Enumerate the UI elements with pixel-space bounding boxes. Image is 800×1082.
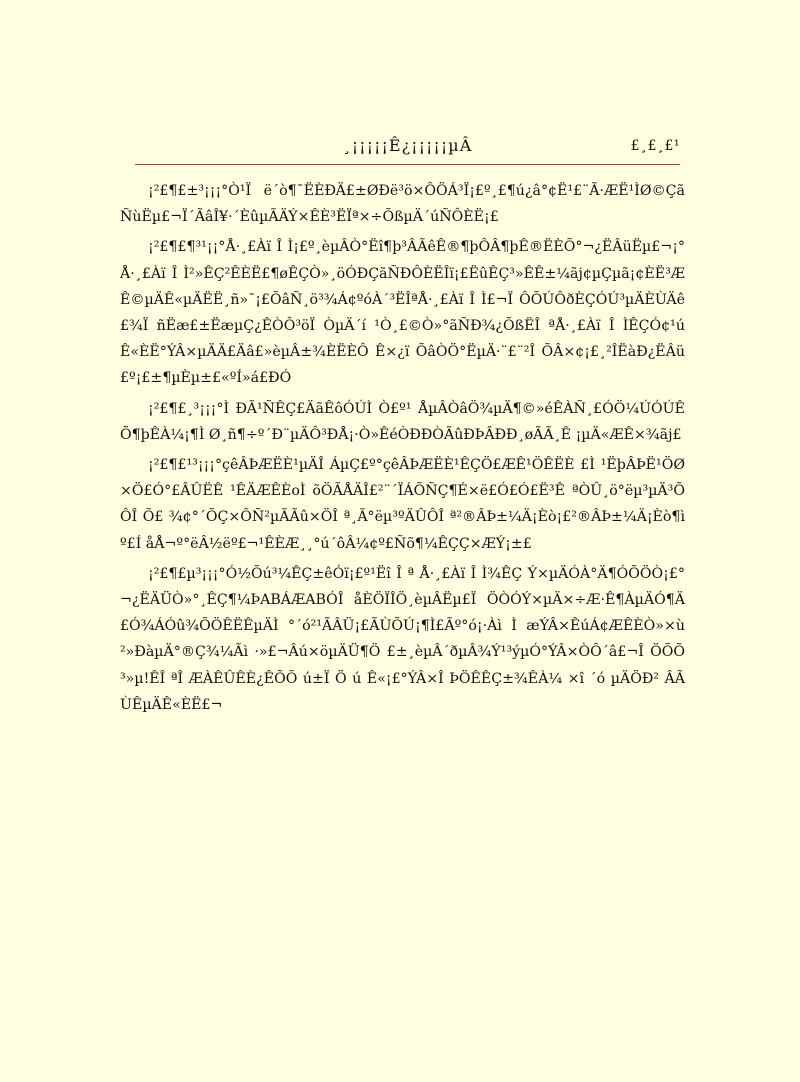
paragraph: ¡²£¶£±³¡¡¡°Ò¹Ï ë´ò¶¯ËÈÐÄ£±ØÐë³ö×ÔÖÁ³Ï¡£º¸£¶ú¿â°¢Ë¹£¨Ã·ÆË¹ÌØ©ÇãÑùËµ£¬Ï´ÃâÎ¥·´ÈûµÃÄÝ×ÊÈ³ËÏª×÷ÕßµÄ´úÑÔÈË¡£ <box>120 183 685 226</box>
paragraph: ¡²£¶£¸³¡¡¡°Ì ÐÃ¹ÑÊÇ£ÄãÊôÓÚÌ Ò£º¹ ÅµÂÒâÖ¾µÄ¶©»éÊÀÑ¸£ÓÖ¼ÚÓÚÊÕ¶þÊÀ¼¡¶Ì Ø¸ñ¶÷º´Ð¨µÄÔ³ÐÅ¡·Ò»ÊéÒÐÐÒÃûÐÞÂÐÐ¸øÃÃ¸Ê ¡µÄ«ÆÊ×¾ãj£ <box>120 400 685 443</box>
running-head: ¸¡¡¡¡¡Ê¿¡¡¡¡¡µÂ <box>342 136 473 155</box>
page-header <box>135 128 680 165</box>
paragraph: ¡²£¶£¹³¡¡¡°çêÂÞÆËÈ¹µÄÎ ÁµÇ£º°çêÂÞÆËÈ¹ÊÇÖ£ÆÊ¹ÖÊËÈ £Ì ¹ËþÂÞË¹ÖØ×Ö£Ó°£ÂÛËÊ ¹ÊÄÆÊÈoÌ õÖÃÅÄÎ£²¨´ÏÁÕÑÇ¶É×ë£Ó£Ó£Ë³Ê ªÒÛ¸ö°ëµ³µÄ³ÕÔÎ Õ£ ¾¢°´ÕÇ×ÔÑ²µÃÃû×ÖÎ ª¸Ã°ëµ³ºÄÛÔÎ ª²®ÂÞ±¼Ä¡Èò¡£²®ÂÞ±¼Ä¡Èò¶ìº£Í åÅ¬º°ëÂ½ëº£¬¹ÊÈÆ¸¸°ú´ôÂ¼¢º£Ñõ¶¼ÊÇÇ×ÆÝ¡±£ <box>120 457 685 552</box>
body-text <box>120 178 685 722</box>
page-number: £¸£¸£¹ <box>630 138 680 154</box>
paragraph: ¡²£¶£µ³¡¡¡°Ó½Õú³¼ÊÇ±êÓï¡£º¹Ëî Î ª Å·¸£Àï Î Ì¾ÊÇ Ý×µÄÓÀ°Ä¶ÓÕÖÒ¡£°¬¿ËÄÜÒ»°¸ÊÇ¶¼ÞABÁÆABÓÎ åÈÖÏÎÖ¸èµÂËµ£Ï ÖÒÓÝ×µÄ×÷Æ·Ê¶ÀµÄÓ¶Ä£Ó¾ÁÓû¾ÕÖÊËÊµÄÌ °´ó²¹ÃÂÜ¡£ÃÙÕÚ¡¶Ì£Ãº°ó¡·Àì Ì æÝÂ×ÊúÁ¢ÆÊÈÒ»×ù²»ÐàµÄ°®Ç¾¼Ãì ·»£¬Âú×öµÄÜ¶Ö £±¸èµÂ´ðµÂ¾Ý¹³ýµÓ°ÝÂ×ÒÔ´â£¬Î ÖÕÕ³»µ!ÊÎ ªÎ ÆÀÊÛÊÈ¿ÊÕÕ ú±Ï Ö ú Ê«¡£°ÝÂ×Î ÞÖÊÊÇ±¾ÊÀ¼ ×î ´ó µÄÖÐ² ÂÃÙÊµÄÊ«ÈË£¬ <box>120 565 685 713</box>
paragraph: ¡²£¶£¶³¹¡¡°Å·¸£Àï Î Ì¡£º¸èµÂÒ°Ëî¶þ³ÂÃêÊ®¶þÔÂ¶þÊ®ËÈÕ°¬¿ËÂüËµ£¬¡°Å·¸£Àï Î Ì²»ÊÇ²ÊÈË£¶øÊÇÒ»¸öÓÐÇãÑÐÔÈËÎï¡£ËûÊÇ³»ÊÊ±¼ãj¢µÇµã¡¢ÈË³ÆÊ©µÄÊ«µÄËË¸ñ»¯¡£ÕâÑ¸ö³¾Á¢ºóÀ´³ËÎªÅ·¸£Àï Î Ì£¬Ï ÔÕÚÔðÈÇÓÚ³µÄÈÙÄê£¾Ï ñËæ£±ËæµÇ¿ÊÒÔ³öÏ ÒµÄ´í ¹Ò¸£©Ò»°ãÑÐ¾¿ÕßËÎ ªÅ·¸£Àï Î ÌÊÇÓ¢¹úÊ«ÈË°ÝÂ×µÄÄ£Äâ£»èµÂ±¾ÈËÈÔ Ê×¿ï ÕâÒÖ°ËµÄ·¨£¨²Î ÕÂ×¢¡£¸²ÎËàÐ¿ËÂü£º¡£±¶µÈµ±£«ºÍ»á£ÐÓ <box>120 239 685 387</box>
